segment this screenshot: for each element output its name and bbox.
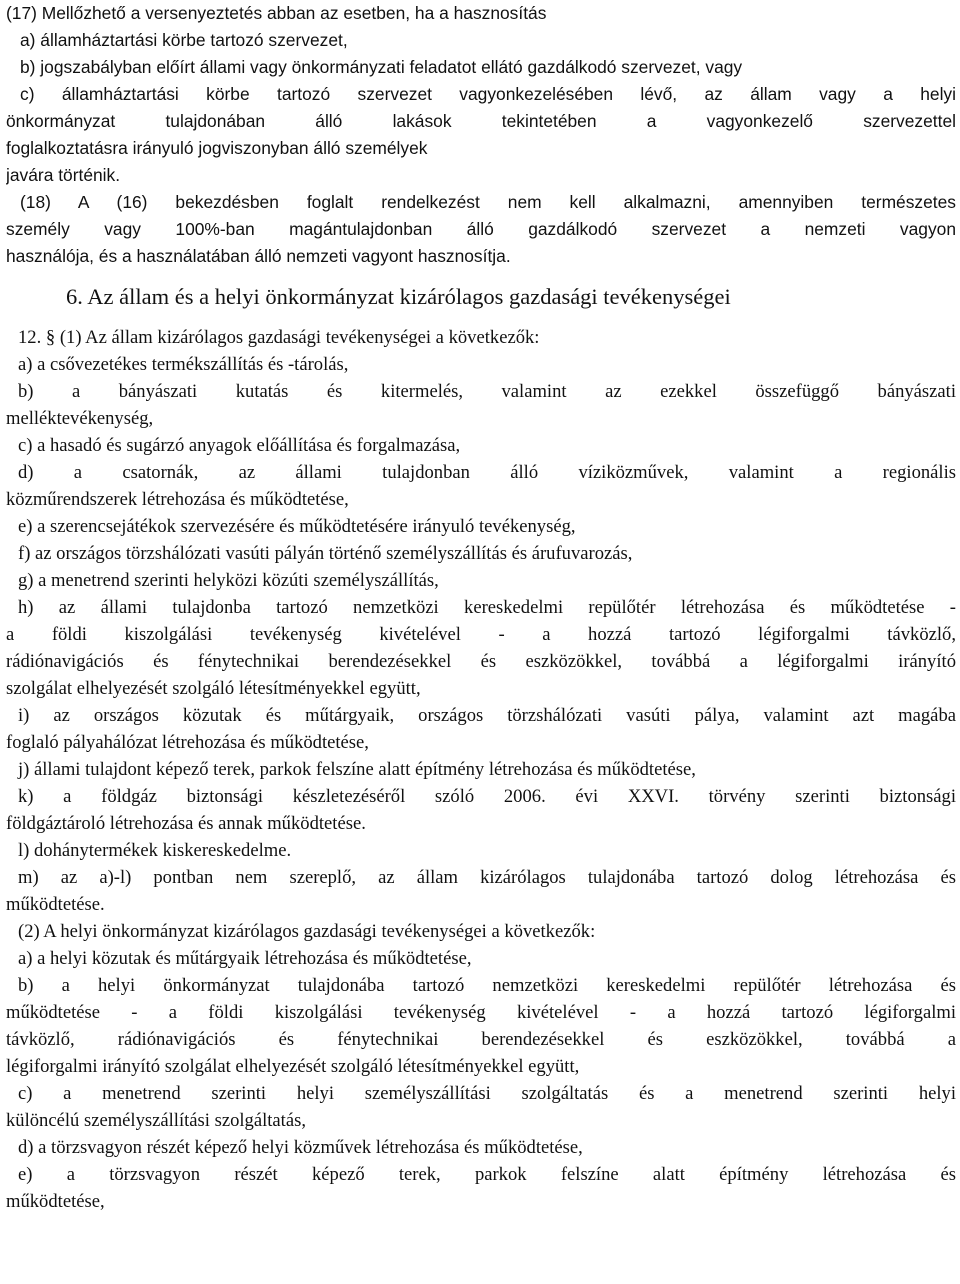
text-line: közműrendszerek létrehozása és működtetése, bbox=[6, 489, 349, 510]
text-line: m) az a)-l) pontban nem szereplő, az állam kizárólagos tulajdonába tartozó dolog létrehozása és bbox=[18, 867, 956, 888]
text-line: (18) A (16) bekezdésben foglalt rendelkezést nem kell alkalmazni, amennyiben természetes bbox=[20, 192, 956, 212]
text-line: melléktevékenység, bbox=[6, 408, 154, 429]
section-12-paragraph-1 bbox=[6, 324, 956, 918]
text-line: g) a menetrend szerinti helyközi közúti személyszállítás, bbox=[18, 570, 439, 591]
text-line: k) a földgáz biztonsági készletezéséről szóló 2006. évi XXVI. törvény szerinti biztonsági bbox=[18, 786, 956, 807]
text-line: működtetése - a földi kiszolgálási tevékenység kivételével - a hozzá tartozó légiforgalmi bbox=[6, 1002, 956, 1023]
text-line: szolgálat elhelyezését szolgáló létesítményekkel együtt, bbox=[6, 678, 421, 699]
text-line: (17) Mellőzhető a versenyeztetés abban az esetben, ha a hasznosítás bbox=[6, 3, 547, 23]
text-line: foglaló pályahálózat létrehozása és működtetése, bbox=[6, 732, 369, 753]
text-line: javára történik. bbox=[6, 165, 121, 185]
text-line: d) a csatornák, az állami tulajdonban álló víziközművek, valamint a regionális bbox=[18, 462, 956, 483]
text-line: i) az országos közutak és műtárgyaik, országos törzshálózati vasúti pálya, valamint azt magába bbox=[18, 705, 956, 726]
text-line: légiforgalmi irányító szolgálat elhelyezését szolgáló létesítményekkel együtt, bbox=[6, 1056, 580, 1077]
text-line: l) dohánytermékek kiskereskedelme. bbox=[18, 840, 292, 861]
text-line: rádiónavigációs és fénytechnikai berendezésekkel és eszközökkel, továbbá a légiforgalmi irányító bbox=[6, 651, 956, 672]
text-line: személy vagy 100%-ban magántulajdonban álló gazdálkodó szervezet a nemzeti vagyon bbox=[6, 219, 956, 239]
text-line: b) a helyi önkormányzat tulajdonába tartozó nemzetközi kereskedelmi repülőtér létrehozása és bbox=[18, 975, 956, 996]
text-line: a) a helyi közutak és műtárgyaik létrehozása és működtetése, bbox=[18, 948, 472, 969]
section-12-paragraph-2 bbox=[6, 918, 956, 1215]
text-line: c) a menetrend szerinti helyi személyszállítási szolgáltatás és a menetrend szerinti helyi bbox=[18, 1083, 956, 1104]
text-line: b) jogszabályban előírt állami vagy önkormányzati feladatot ellátó gazdálkodó szervezet, vagy bbox=[20, 57, 743, 77]
text-line: működtetése. bbox=[6, 894, 105, 915]
text-line: f) az országos törzshálózati vasúti pályán történő személyszállítás és árufuvarozás, bbox=[18, 543, 633, 564]
text-line: önkormányzat tulajdonában álló lakások tekintetében a vagyonkezelő szervezettel bbox=[6, 111, 956, 131]
text-line: használója, és a használatában álló nemzeti vagyont hasznosítja. bbox=[6, 246, 511, 266]
paragraph-18 bbox=[6, 189, 956, 270]
text-line: (2) A helyi önkormányzat kizárólagos gazdasági tevékenységei a következők: bbox=[18, 921, 596, 942]
text-line: foglalkoztatásra irányuló jogviszonyban álló személyek bbox=[6, 138, 428, 158]
text-line: c) a hasadó és sugárzó anyagok előállítása és forgalmazása, bbox=[18, 435, 461, 456]
text-line: j) állami tulajdont képező terek, parkok felszíne alatt építmény létrehozása és működtetése, bbox=[18, 759, 696, 780]
text-line: a földi kiszolgálási tevékenység kivételével - a hozzá tartozó légiforgalmi távközlő, bbox=[6, 624, 956, 645]
text-line: d) a törzsvagyon részét képező helyi közművek létrehozása és működtetése, bbox=[18, 1137, 583, 1158]
text-line: távközlő, rádiónavigációs és fénytechnikai berendezésekkel és eszközökkel, továbbá a bbox=[6, 1029, 956, 1050]
text-line: 12. § (1) Az állam kizárólagos gazdasági tevékenységei a következők: bbox=[18, 327, 540, 348]
text-line: a) államháztartási körbe tartozó szervezet, bbox=[20, 30, 348, 50]
text-line: c) államháztartási körbe tartozó szervezet vagyonkezelésében lévő, az állam vagy a helyi bbox=[20, 84, 956, 104]
text-line: a) a csővezetékes termékszállítás és -tárolás, bbox=[18, 354, 349, 375]
text-line: különcélú személyszállítási szolgáltatás, bbox=[6, 1110, 306, 1131]
paragraph-17 bbox=[6, 0, 956, 189]
text-line: e) a szerencsejátékok szervezésére és működtetésére irányuló tevékenység, bbox=[18, 516, 576, 537]
text-line: működtetése, bbox=[6, 1191, 105, 1212]
section-heading: 6. Az állam és a helyi önkormányzat kizárólagos gazdasági tevékenységei bbox=[66, 284, 731, 309]
text-line: e) a törzsvagyon részét képező terek, parkok felszíne alatt építmény létrehozása és bbox=[18, 1164, 956, 1185]
text-line: földgáztároló létrehozása és annak működtetése. bbox=[6, 813, 366, 834]
text-line: b) a bányászati kutatás és kitermelés, valamint az ezekkel összefüggő bányászati bbox=[18, 381, 956, 402]
text-line: h) az állami tulajdonba tartozó nemzetközi kereskedelmi repülőtér létrehozása és működtetése - bbox=[18, 597, 956, 618]
